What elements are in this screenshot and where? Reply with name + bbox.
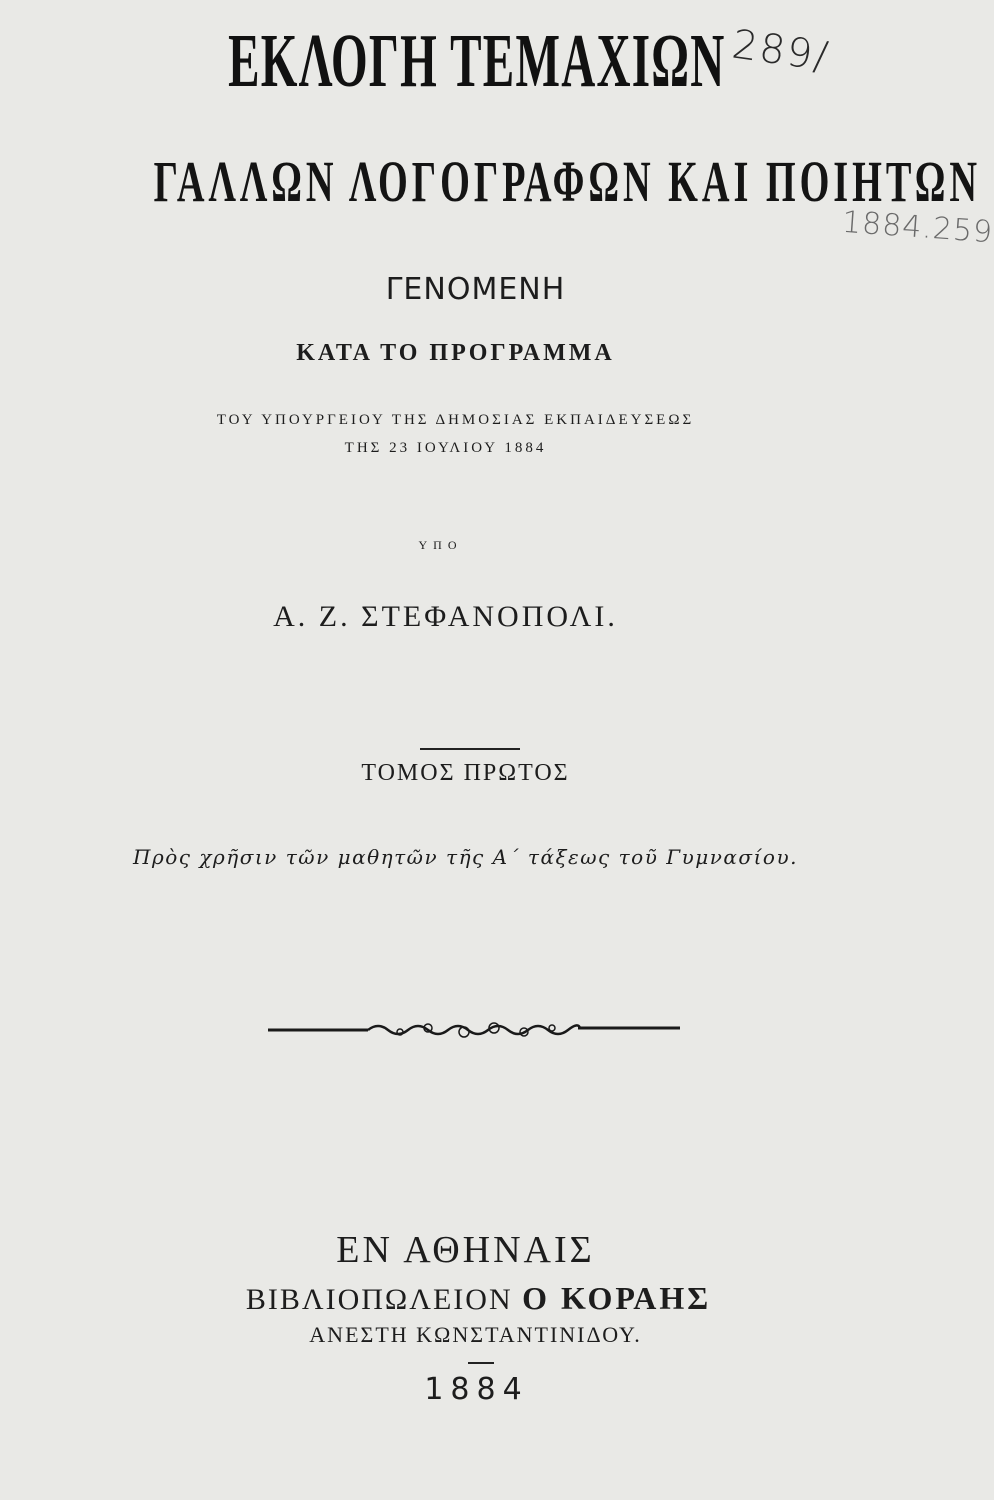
by-line: ΥΠΟ xyxy=(418,538,463,552)
publisher-line: ΑΝΕΣΤΗ ΚΩΝΣΤΑΝΤΙΝΙΔΟΥ. xyxy=(309,1322,642,1347)
ministry-line: ΤΟΥ ΥΠΟΥΡΓΕΙΟΥ ΤΗΣ ΔΗΜΟΣΙΑΣ ΕΚΠΑΙΔΕΥΣΕΩΣ xyxy=(216,412,695,428)
publication-city: ΕΝ ΑΘΗΝΑΙΣ xyxy=(336,1229,595,1271)
made-line: ΓΕΝΟΜΕΝΗ xyxy=(385,272,566,307)
handwritten-catalog-number: 1884.259 xyxy=(840,204,994,251)
ornament-divider xyxy=(268,1010,680,1050)
program-line: ΚΑΤΑ ΤΟ ΠΡΟΓΡΑΜΜΑ xyxy=(296,340,615,366)
date-line: ΤΗΣ 23 ΙΟΥΛΙΟΥ 1884 xyxy=(344,440,547,456)
divider-rule xyxy=(420,748,520,750)
book-title: ΕΚΛΟΓΗ ΤΕΜΑΧΙΩΝ xyxy=(228,19,726,103)
small-divider xyxy=(468,1362,494,1364)
book-subtitle: ΓΑΛΛΩΝ ΛΟΓΟΓΡΑΦΩΝ ΚΑΙ ΠΟΙΗΤΩΝ xyxy=(153,149,981,214)
bookshop-name: Ο ΚΟΡΑΗΣ xyxy=(522,1280,712,1316)
publication-year: 1884 xyxy=(424,1372,529,1407)
bookshop-prefix: ΒΙΒΛΙΟΠΩΛΕΙΟΝ xyxy=(245,1283,513,1316)
author-name: Α. Ζ. ΣΤΕΦΑΝΟΠΟΛΙ. xyxy=(273,600,618,633)
bookshop-line xyxy=(0,1280,959,1317)
handwritten-shelfmark: 289/ xyxy=(729,21,833,81)
volume-line: ΤΟΜΟΣ ΠΡΩΤΟΣ xyxy=(361,760,570,786)
purpose-line: Πρὸς χρῆσιν τῶν μαθητῶν τῆς Α΄ τάξεως τοῦ Γυμνασίου. xyxy=(133,845,798,869)
